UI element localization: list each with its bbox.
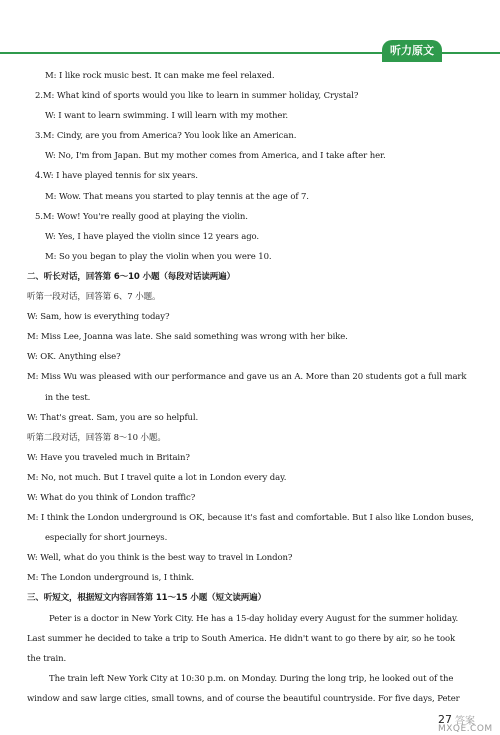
dialog-line: W: Yes, I have played the violin since 12 years ago.: [45, 231, 260, 242]
dialog-line: W: What do you think of London traffic?: [27, 492, 196, 503]
dialog-line: M: Miss Lee, Joanna was late. She said something was wrong with her bike.: [27, 332, 348, 343]
dialog-line: W: Have you traveled much in Britain?: [27, 452, 190, 463]
dialog-line: 2.M: What kind of sports would you like to learn in summer holiday, Crystal?: [35, 91, 359, 102]
dialog-line: W: Sam, how is everything today?: [27, 312, 170, 323]
passage-paragraph: Peter is a doctor in New York City. He has a 15-day holiday every August for the summer holiday. Last summer he decided to take a trip to South America. He didn't want to go there by air, so he took the train.: [27, 613, 459, 664]
dialog-line: 5.M: Wow! You're really good at playing the violin.: [35, 211, 248, 222]
transcript-body: [27, 66, 474, 709]
dialog-line: 4.W: I have played tennis for six years.: [35, 171, 198, 182]
section-tab: 听力原文: [382, 40, 442, 62]
dialog-line: W: Well, what do you think is the best way to travel in London?: [27, 553, 293, 564]
dialog-line: W: OK. Anything else?: [27, 352, 121, 363]
section-heading: 二、听长对话，回答第 6～10 小题（每段对话读两遍）: [27, 271, 235, 282]
dialog-line: W: I want to learn swimming. I will learn with my mother.: [45, 111, 288, 122]
dialog-intro: 听第二段对话，回答第 8～10 小题。: [27, 432, 166, 443]
dialog-line: M: Wow. That means you started to play tennis at the age of 7.: [45, 191, 309, 202]
dialog-intro: 听第一段对话，回答第 6、7 小题。: [27, 292, 161, 303]
dialog-line: M: Miss Wu was pleased with our performance and gave us an A. More than 20 students got a full mark: [27, 372, 467, 383]
dialog-line: M: The London underground is, I think.: [27, 573, 194, 584]
dialog-line-continued: especially for short journeys.: [45, 533, 168, 544]
passage-paragraph: The train left New York City at 10:30 p.m. on Monday. During the long trip, he looked out of the window and saw large cities, small towns, and of course the beautiful countryside. For five days, Peter: [27, 673, 460, 704]
dialog-line: 3.M: Cindy, are you from America? You look like an American.: [35, 131, 297, 142]
watermark-text: 答案: [455, 716, 475, 727]
dialog-line: M: I think the London underground is OK, because it's fast and comfortable. But I also like London buses,: [27, 513, 474, 524]
dialog-line-continued: in the test.: [45, 392, 91, 403]
dialog-line: W: No, I'm from Japan. But my mother comes from America, and I take after her.: [45, 151, 386, 162]
dialog-line: M: So you began to play the violin when you were 10.: [45, 251, 272, 262]
watermark-url: MXQE.COM: [438, 724, 493, 734]
section-heading: 三、听短文，根据短文内容回答第 11～15 小题（短文读两遍）: [27, 593, 266, 604]
dialog-line: W: That's great. Sam, you are so helpful.: [27, 412, 199, 423]
page-number: 27: [438, 713, 452, 726]
dialog-line: M: No, not much. But I travel quite a lot in London every day.: [27, 472, 287, 483]
dialog-line: M: I like rock music best. It can make me feel relaxed.: [45, 71, 275, 81]
